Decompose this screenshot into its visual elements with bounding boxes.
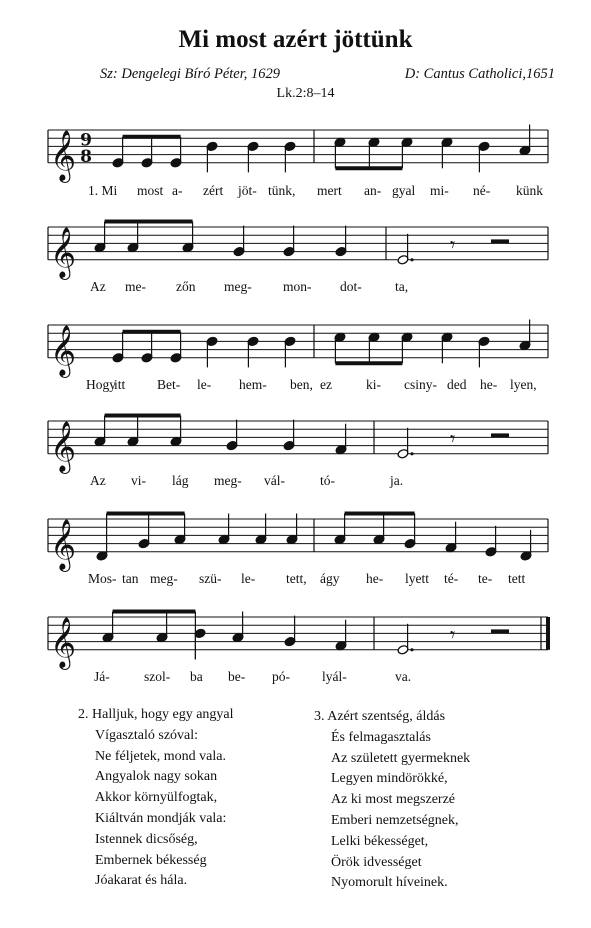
lyric-syllable: meg- <box>214 473 242 488</box>
lyric-syllable: itt <box>114 377 126 392</box>
verse-3 <box>314 707 470 894</box>
treble-clef-icon: 𝄞 <box>50 518 77 570</box>
lyric-syllable: he- <box>480 377 498 392</box>
lyric-syllable: mert <box>317 183 342 198</box>
lyric-syllable: tó- <box>320 473 335 488</box>
treble-clef-icon: 𝄞 <box>50 226 77 278</box>
lyric-syllable: te- <box>478 571 493 586</box>
lyric-syllable: lyen, <box>510 377 537 392</box>
lyric-syllable: lyál- <box>322 669 347 684</box>
verse-3-line: Örök idvességet <box>331 854 422 870</box>
lyric-syllable: va. <box>395 669 412 684</box>
lyric-syllable: a- <box>172 183 183 198</box>
lyric-syllable: an- <box>364 183 382 198</box>
verse-2-line: Ne féljetek, mond vala. <box>95 748 227 764</box>
lyric-syllable: zőn <box>176 279 196 294</box>
lyric-syllable: vál- <box>264 473 285 488</box>
lyric-syllable: lág <box>172 473 189 488</box>
verse-2-line: Kiáltván mondják vala: <box>95 810 227 826</box>
half-rest-icon <box>491 239 509 243</box>
lyric-syllable: Bet- <box>157 377 181 392</box>
lyric-syllable: 1. Mi <box>88 183 118 198</box>
lyric-syllable: té- <box>444 571 459 586</box>
lyric-syllable: most <box>137 183 164 198</box>
augmentation-dot <box>410 452 413 455</box>
verse-2-line: Vígasztaló szóval: <box>95 727 199 743</box>
treble-clef-icon: 𝄞 <box>50 616 77 668</box>
treble-clef-icon: 𝄞 <box>50 129 77 181</box>
lyric-syllable: Já- <box>94 669 110 684</box>
lyric-syllable: Hogy <box>86 377 116 392</box>
half-rest-icon <box>491 433 509 437</box>
lyric-syllable: lyett <box>405 571 429 586</box>
lyric-syllable: vi- <box>131 473 146 488</box>
lyric-syllable: Az <box>90 279 106 294</box>
lyric-syllable: csiny- <box>404 377 437 392</box>
lyric-syllable: Az <box>90 473 106 488</box>
lyric-syllable: ta, <box>395 279 409 294</box>
lyric-syllable: zért <box>203 183 224 198</box>
lyric-syllable: le- <box>241 571 256 586</box>
lyric-syllable: jöt- <box>238 183 257 198</box>
lyric-syllable: meg- <box>224 279 252 294</box>
lyric-syllable: ez <box>320 377 332 392</box>
verse-2-line: Jóakarat és hála. <box>95 873 188 889</box>
lyric-syllable: dot- <box>340 279 362 294</box>
lyric-syllable: pó- <box>272 669 290 684</box>
lyric-syllable: mi- <box>430 183 449 198</box>
lyric-syllable: ki- <box>366 377 381 392</box>
lyric-syllable: gyal <box>392 183 416 198</box>
verse-3-line: Nyomorult híveinek. <box>331 875 448 891</box>
verse-3-line: És felmagasztalás <box>331 729 431 745</box>
augmentation-dot <box>410 648 413 651</box>
lyric-syllable: tett <box>508 571 526 586</box>
verse-3-line: Az ki most megszerzé <box>331 792 456 808</box>
half-rest-icon <box>491 629 509 633</box>
lyric-syllable: le- <box>197 377 212 392</box>
music-source-credit: D: Cantus Catholici,1651 <box>404 66 555 82</box>
eighth-rest-icon: 𝄾 <box>450 622 456 647</box>
verse-2 <box>78 705 234 892</box>
lyric-syllable: mon- <box>283 279 312 294</box>
time-signature-bottom: 8 <box>80 146 92 167</box>
lyric-syllable: né- <box>473 183 491 198</box>
lyric-syllable: he- <box>366 571 384 586</box>
lyric-syllable: meg- <box>150 571 178 586</box>
lyric-syllable: tett, <box>286 571 307 586</box>
lyric-syllable: künk <box>516 183 543 198</box>
lyric-syllable: ja. <box>390 473 404 488</box>
verse-2-line: Angyalok nagy sokan <box>95 769 218 785</box>
verse-3-line: Az született gyermeknek <box>331 750 471 766</box>
text-author-credit: Sz: Dengelegi Bíró Péter, 1629 <box>100 66 281 82</box>
verse-3-line: Legyen mindörökké, <box>331 771 448 787</box>
lyric-syllable: szol- <box>144 669 171 684</box>
verse-2-line: Akkor környülfogtak, <box>95 790 218 806</box>
treble-clef-icon: 𝄞 <box>50 420 77 472</box>
lyric-syllable: me- <box>125 279 146 294</box>
lyric-syllable: ba <box>190 669 203 684</box>
lyric-syllable: tan <box>122 571 139 586</box>
lyric-syllable: ágy <box>320 571 340 586</box>
bible-reference: Lk.2:8–14 <box>276 86 335 101</box>
verse-2-line: 2. Halljuk, hogy egy angyal <box>78 707 234 722</box>
lyric-syllable: tünk, <box>268 183 296 198</box>
lyric-syllable: szü- <box>199 571 222 586</box>
lyric-syllable: ded <box>447 377 467 392</box>
verse-3-line: Emberi nemzetségnek, <box>331 812 459 828</box>
augmentation-dot <box>410 258 413 261</box>
lyric-syllable: be- <box>228 669 246 684</box>
eighth-rest-icon: 𝄾 <box>450 426 456 451</box>
verse-2-line: Istennek dicsőség, <box>95 831 198 847</box>
verse-2-line: Embernek békesség <box>95 852 207 868</box>
lyric-syllable: hem- <box>239 377 267 392</box>
treble-clef-icon: 𝄞 <box>50 324 77 376</box>
lyric-syllable: ben, <box>290 377 313 392</box>
eighth-rest-icon: 𝄾 <box>450 232 456 257</box>
time-signature-top: 9 <box>80 130 92 151</box>
verse-3-line: 3. Azért szentség, áldás <box>314 709 446 724</box>
verse-3-line: Lelki békességet, <box>331 833 429 849</box>
lyric-syllable: Mos- <box>88 571 117 586</box>
page-title: Mi most azért jöttünk <box>178 26 413 53</box>
